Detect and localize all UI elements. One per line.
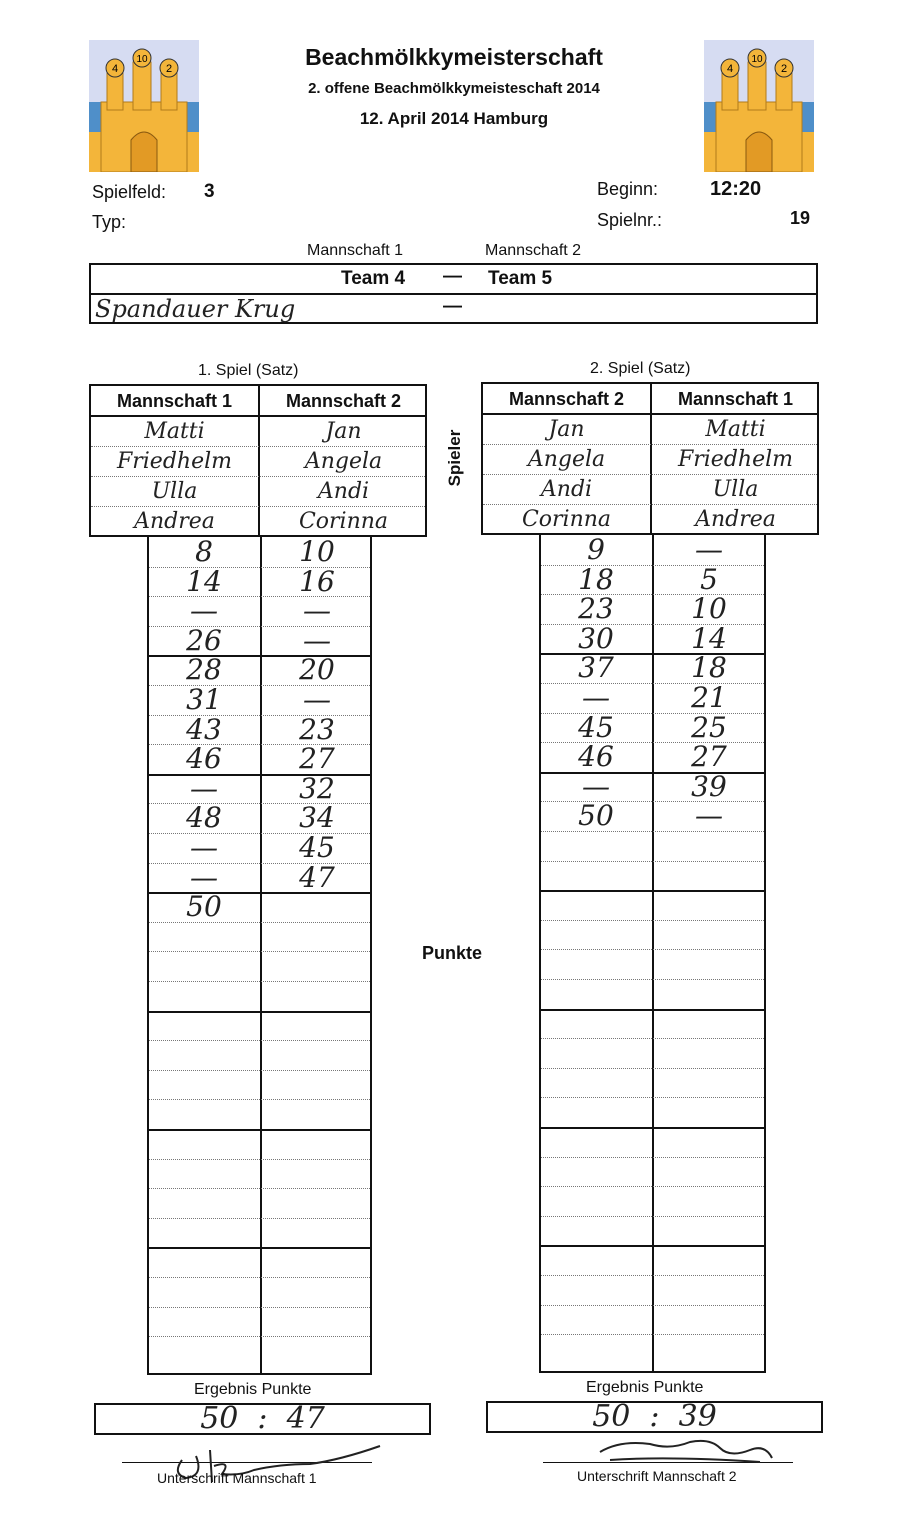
score-cell: 18 xyxy=(691,651,727,684)
logo-number: 4 xyxy=(726,63,734,75)
logo-number: 2 xyxy=(780,63,788,75)
player-name: Matti xyxy=(144,419,205,444)
score-cell: 28 xyxy=(186,653,222,686)
player-name: Friedhelm xyxy=(116,449,232,474)
score-cell: 43 xyxy=(186,713,222,746)
date-place: 12. April 2014 Hamburg xyxy=(359,109,549,128)
score-cell: — xyxy=(190,831,218,864)
spielnr-label: Spielnr.: xyxy=(597,210,663,230)
mannschaft-1-label: Mannschaft 1 xyxy=(307,242,404,259)
page-title: Beachmölkkymeisterschaft xyxy=(305,44,603,70)
score-cell: — xyxy=(303,683,331,716)
score-cell: — xyxy=(303,624,331,657)
spiel-2-col-right: Mannschaft 1 xyxy=(677,389,794,409)
beginn-value: 12:20 xyxy=(710,178,762,200)
spielfeld-label: Spielfeld: xyxy=(92,182,167,202)
score-cell: 23 xyxy=(578,592,614,625)
punkte-label: Punkte xyxy=(422,943,483,963)
spiel-2-score-table xyxy=(539,533,766,1373)
team-dash: — xyxy=(443,266,462,287)
score-cell: 26 xyxy=(186,624,222,657)
logo-number: 4 xyxy=(111,63,119,75)
score-cell: — xyxy=(695,533,723,566)
score-cell: 47 xyxy=(299,861,335,894)
spielfeld-value: 3 xyxy=(204,181,215,202)
team-1-name: Team 4 xyxy=(341,268,406,289)
score-cell: 10 xyxy=(691,592,727,625)
score-cell: 34 xyxy=(299,801,335,834)
score-cell: 14 xyxy=(691,622,727,655)
typ-label: Typ: xyxy=(92,212,127,232)
score-cell: — xyxy=(303,594,331,627)
spiel-1-unterschrift-label: Unterschrift Mannschaft 1 xyxy=(157,1470,317,1486)
score-cell: 5 xyxy=(700,563,718,596)
player-name: Andi xyxy=(540,477,593,502)
score-cell xyxy=(262,892,372,921)
logo-number: 2 xyxy=(165,63,173,75)
score-cell: 18 xyxy=(578,563,614,596)
page-subtitle: 2. offene Beachmölkkymeisteschaft 2014 xyxy=(308,80,600,97)
player-name: Andrea xyxy=(134,509,215,534)
spiel-2-col-left: Mannschaft 2 xyxy=(508,389,625,409)
spiel-1-ergebnis-value: 50 : 47 xyxy=(200,1401,325,1436)
player-name: Friedhelm xyxy=(677,447,793,472)
score-cell: 45 xyxy=(578,711,614,744)
score-cell: 46 xyxy=(186,742,222,775)
venue-dash: — xyxy=(443,296,462,317)
score-cell: 39 xyxy=(691,770,727,803)
score-cell: — xyxy=(190,861,218,894)
score-cell: — xyxy=(190,772,218,805)
logo-number: 10 xyxy=(751,54,763,65)
player-name: Ulla xyxy=(712,477,759,502)
score-cell: 50 xyxy=(186,890,222,923)
score-cell: 21 xyxy=(691,681,727,714)
score-cell: 16 xyxy=(299,565,335,598)
score-cell: 14 xyxy=(186,565,222,598)
spiel-2-ergebnis-label: Ergebnis Punkte xyxy=(586,1379,704,1396)
spiel-1-ergebnis-label: Ergebnis Punkte xyxy=(194,1381,312,1398)
spiel-1-col-right: Mannschaft 2 xyxy=(285,391,402,411)
spiel-1-caption: 1. Spiel (Satz) xyxy=(198,362,299,379)
score-cell: 45 xyxy=(299,831,335,864)
score-cell: 37 xyxy=(578,651,614,684)
spiel-1-player-table xyxy=(89,384,427,537)
team-2-name: Team 5 xyxy=(488,268,553,289)
spieler-label: Spieler xyxy=(445,429,464,487)
spiel-2-caption: 2. Spiel (Satz) xyxy=(590,360,691,377)
score-cell: 30 xyxy=(578,622,614,655)
signature-2-icon xyxy=(590,1430,780,1470)
team-box xyxy=(89,263,818,324)
spiel-2-ergebnis-value: 50 : 39 xyxy=(592,1399,717,1434)
mannschaft-2-label: Mannschaft 2 xyxy=(485,242,582,259)
score-cell: 23 xyxy=(299,713,335,746)
player-name: Angela xyxy=(304,449,383,474)
score-cell: 31 xyxy=(186,683,222,716)
score-cell: 50 xyxy=(578,799,614,832)
score-cell: 20 xyxy=(299,653,335,686)
spiel-2-player-table xyxy=(481,382,819,535)
spielnr-value: 19 xyxy=(790,208,811,228)
player-name: Matti xyxy=(705,417,766,442)
player-name: Jan xyxy=(548,417,585,442)
player-name: Andi xyxy=(317,479,370,504)
beginn-label: Beginn: xyxy=(597,179,659,199)
score-cell: 25 xyxy=(691,711,727,744)
player-name: Andrea xyxy=(695,507,776,532)
score-cell: — xyxy=(695,799,723,832)
player-name: Jan xyxy=(325,419,362,444)
player-name: Corinna xyxy=(521,507,612,532)
score-cell: 27 xyxy=(299,742,335,775)
score-cell: — xyxy=(582,770,610,803)
venue-handwritten: Spandauer Krug xyxy=(95,295,296,323)
player-name: Angela xyxy=(527,447,606,472)
spiel-2-unterschrift-label: Unterschrift Mannschaft 2 xyxy=(577,1468,737,1484)
score-cell: 10 xyxy=(299,535,335,568)
logo-number: 10 xyxy=(136,54,148,65)
player-name: Ulla xyxy=(151,479,198,504)
score-cell: 48 xyxy=(186,801,222,834)
spiel-1-col-left: Mannschaft 1 xyxy=(116,391,233,411)
score-cell: — xyxy=(582,681,610,714)
score-cell: — xyxy=(190,594,218,627)
score-cell: 8 xyxy=(195,535,213,568)
score-cell: 46 xyxy=(578,740,614,773)
score-cell: 9 xyxy=(587,533,605,566)
spiel-2-ergebnis-box xyxy=(486,1401,823,1433)
spiel-1-score-table xyxy=(147,535,372,1375)
score-cell: 32 xyxy=(299,772,335,805)
score-cell: 27 xyxy=(691,740,727,773)
player-name: Corinna xyxy=(298,509,389,534)
